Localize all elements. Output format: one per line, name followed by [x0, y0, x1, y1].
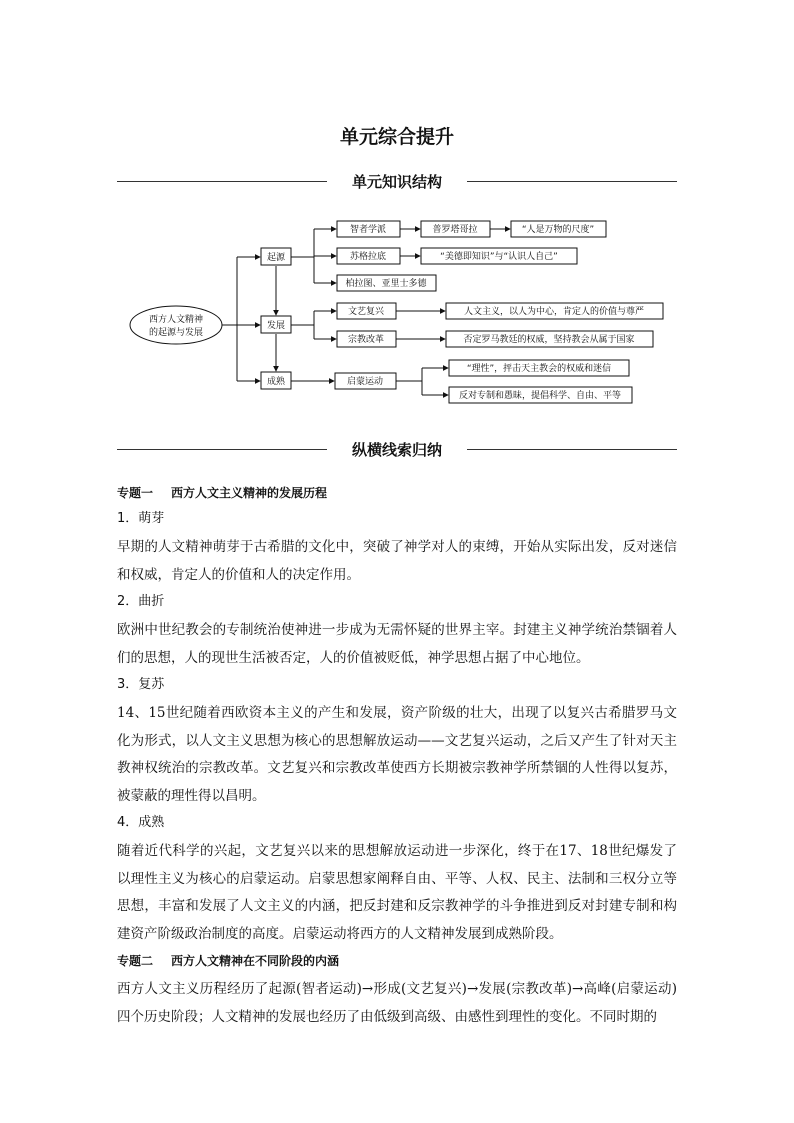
divider-line: [467, 449, 677, 450]
node-protagoras: 普罗塔哥拉: [432, 225, 478, 235]
stage-mature: 成熟: [266, 377, 286, 387]
node-renaissance-desc: 人文主义，以人为中心，肯定人的价值与尊严: [463, 307, 645, 317]
topic-heading: [117, 482, 677, 508]
knowledge-structure-diagram: [0, 205, 794, 410]
node-reason: “理性”，抨击天主教会的权威和迷信: [466, 364, 612, 374]
topic-heading: [117, 950, 677, 976]
node-sophists: 智者学派: [349, 225, 387, 235]
stage-origin: 起源: [266, 253, 286, 263]
item-heading: 1．萌芽: [117, 511, 165, 526]
item-text: 早期的人文精神萌芽于古希腊的文化中，突破了神学对人的束缚，开始从实际出发，反对迷信和权威，肯定人的价值和人的决定作用。: [117, 539, 677, 583]
node-virtue: “美德即知识”与“认识人自己”: [440, 252, 558, 262]
node-socrates: 苏格拉底: [349, 252, 387, 262]
divider-line: [467, 181, 677, 182]
section-heading-summary: [117, 438, 677, 460]
node-reformation-desc: 否定罗马教廷的权威，坚持教会从属于国家: [463, 335, 635, 345]
topic-label: 专题一: [117, 486, 154, 500]
topic-label: 专题二: [117, 954, 154, 968]
summary-content: [117, 482, 677, 1033]
item-text: 随着近代科学的兴起，文艺复兴以来的思想解放运动进一步深化，终于在17、18世纪爆发了以理性主义为核心的启蒙运动。启蒙思想家阐释自由、平等、人权、民主、法制和三权分立等思想，丰富和发展了人文主义的内涵，把反封建和反宗教神学的斗争推进到反对封建专制和构建资产阶级政治制度的高度。启蒙运动将西方的人文精神发展到成熟阶段。: [117, 843, 677, 942]
item-heading: 4．成熟: [117, 815, 165, 830]
topic-title: 西方人文主义精神的发展历程: [171, 486, 328, 500]
stage-develop: 发展: [266, 321, 286, 331]
page-title: 单元综合提升: [339, 126, 454, 148]
item-text: 14、15世纪随着西欧资本主义的产生和发展，资产阶级的壮大，出现了以复兴古希腊罗马文化为形式，以人文主义思想为核心的思想解放运动——文艺复兴运动，之后又产生了针对天主教神权统治的宗教改革。文艺复兴和宗教改革使西方长期被宗教神学所禁锢的人性得以复苏，被蒙蔽的理性得以昌明。: [117, 705, 677, 804]
node-reformation: 宗教改革: [347, 335, 385, 345]
topic-title: 西方人文精神在不同阶段的内涵: [171, 954, 340, 968]
section-heading-knowledge: [117, 170, 677, 192]
root-label-line2: 的起源与发展: [148, 328, 204, 338]
root-node: [130, 306, 222, 344]
node-enlightenment: 启蒙运动: [346, 377, 384, 387]
item-heading: 3．复苏: [117, 677, 165, 692]
topic-text: 西方人文主义历程经历了起源(智者运动)→形成(文艺复兴)→发展(宗教改革)→高峰(启蒙运动)四个历史阶段；人文精神的发展也经历了由低级到高级、由感性到理性的变化。不同时期的: [117, 981, 677, 1025]
node-man-measure: “人是万物的尺度”: [521, 225, 595, 235]
node-plato: 柏拉图、亚里士多德: [345, 279, 427, 289]
section-title: 纵横线索归纳: [351, 441, 442, 459]
item-text: 欧洲中世纪教会的专制统治使神进一步成为无需怀疑的世界主宰。封建主义神学统治禁锢着人们的思想，人的现世生活被否定，人的价值被贬低，神学思想占据了中心地位。: [117, 622, 677, 666]
node-renaissance: 文艺复兴: [347, 307, 385, 317]
root-label-line1: 西方人文精神: [148, 315, 204, 325]
section-title: 单元知识结构: [351, 173, 442, 191]
node-oppose: 反对专制和愚昧，提倡科学、自由、平等: [458, 391, 622, 401]
item-heading: 2．曲折: [117, 594, 165, 609]
